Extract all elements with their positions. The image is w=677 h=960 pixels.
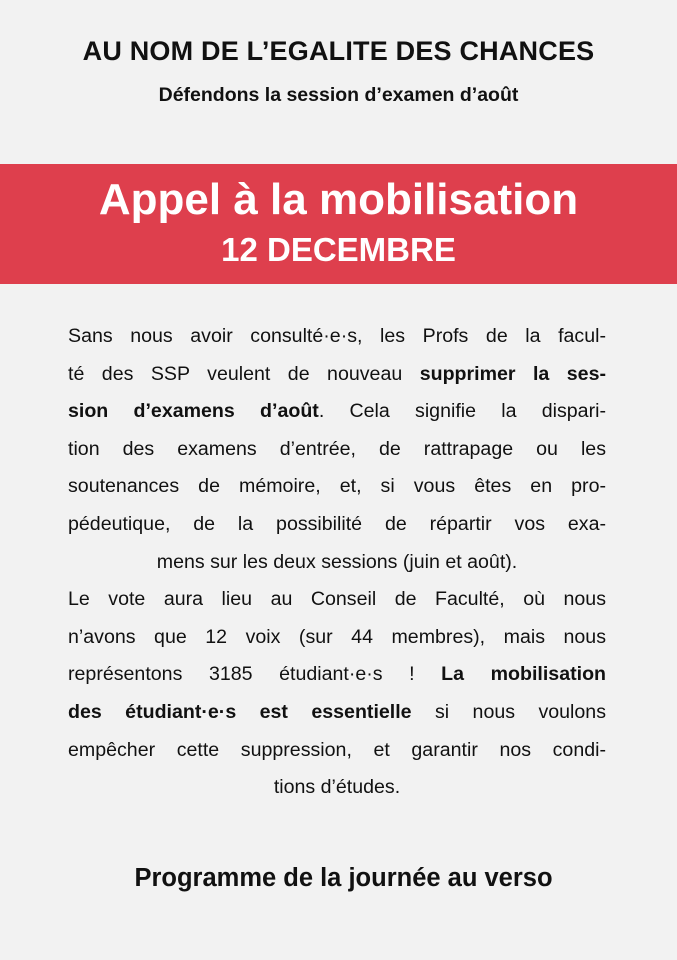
emphasis-text: La mobilisation (441, 663, 607, 686)
body-line: Sans nous avoir consulté·e·s, les Profs de la facul- (68, 325, 606, 347)
body-line: mens sur les deux sessions (juin et août). (156, 550, 518, 573)
body-line (68, 656, 606, 694)
banner-title: Appel à la mobilisation (98, 175, 579, 224)
header-title: AU NOM DE L’EGALITE DES CHANCES (82, 36, 595, 66)
body-text-segment: représentons 3185 étudiant·e·s ! (68, 663, 442, 686)
body-line (68, 356, 606, 394)
body-line: soutenances de mémoire, et, si vous êtes en pro- (68, 475, 606, 498)
body-line: tions d’études. (273, 776, 401, 799)
body-line (68, 393, 606, 431)
body-line: empêcher cette suppression, et garantir nos condi- (68, 738, 606, 761)
emphasis-text: supprimer la ses- (419, 362, 606, 385)
mobilisation-banner (0, 164, 677, 284)
header-subtitle: Défendons la session d’examen d’août (158, 84, 519, 106)
emphasis-text: sion d’examens d’août (68, 400, 319, 423)
body-text-segment: té des SSP veulent de nouveau (68, 362, 420, 385)
body-line: n’avons que 12 voix (sur 44 membres), mais nous (68, 625, 606, 648)
banner-date: 12 DECEMBRE (221, 231, 456, 268)
footer-note: Programme de la journée au verso (134, 864, 553, 892)
body-line: tion des examens d’entrée, de rattrapage ou les (68, 437, 606, 460)
body-line (68, 694, 606, 732)
body-text-segment: . Cela signifie la dispari- (318, 400, 606, 423)
body-text-segment: si nous voulons (411, 700, 606, 723)
body-text (68, 318, 606, 807)
body-line: pédeutique, de la possibilité de répartir vos exa- (68, 512, 606, 535)
emphasis-text: des étudiant·e·s est essentielle (68, 700, 412, 723)
body-line: Le vote aura lieu au Conseil de Faculté, où nous (68, 588, 606, 611)
